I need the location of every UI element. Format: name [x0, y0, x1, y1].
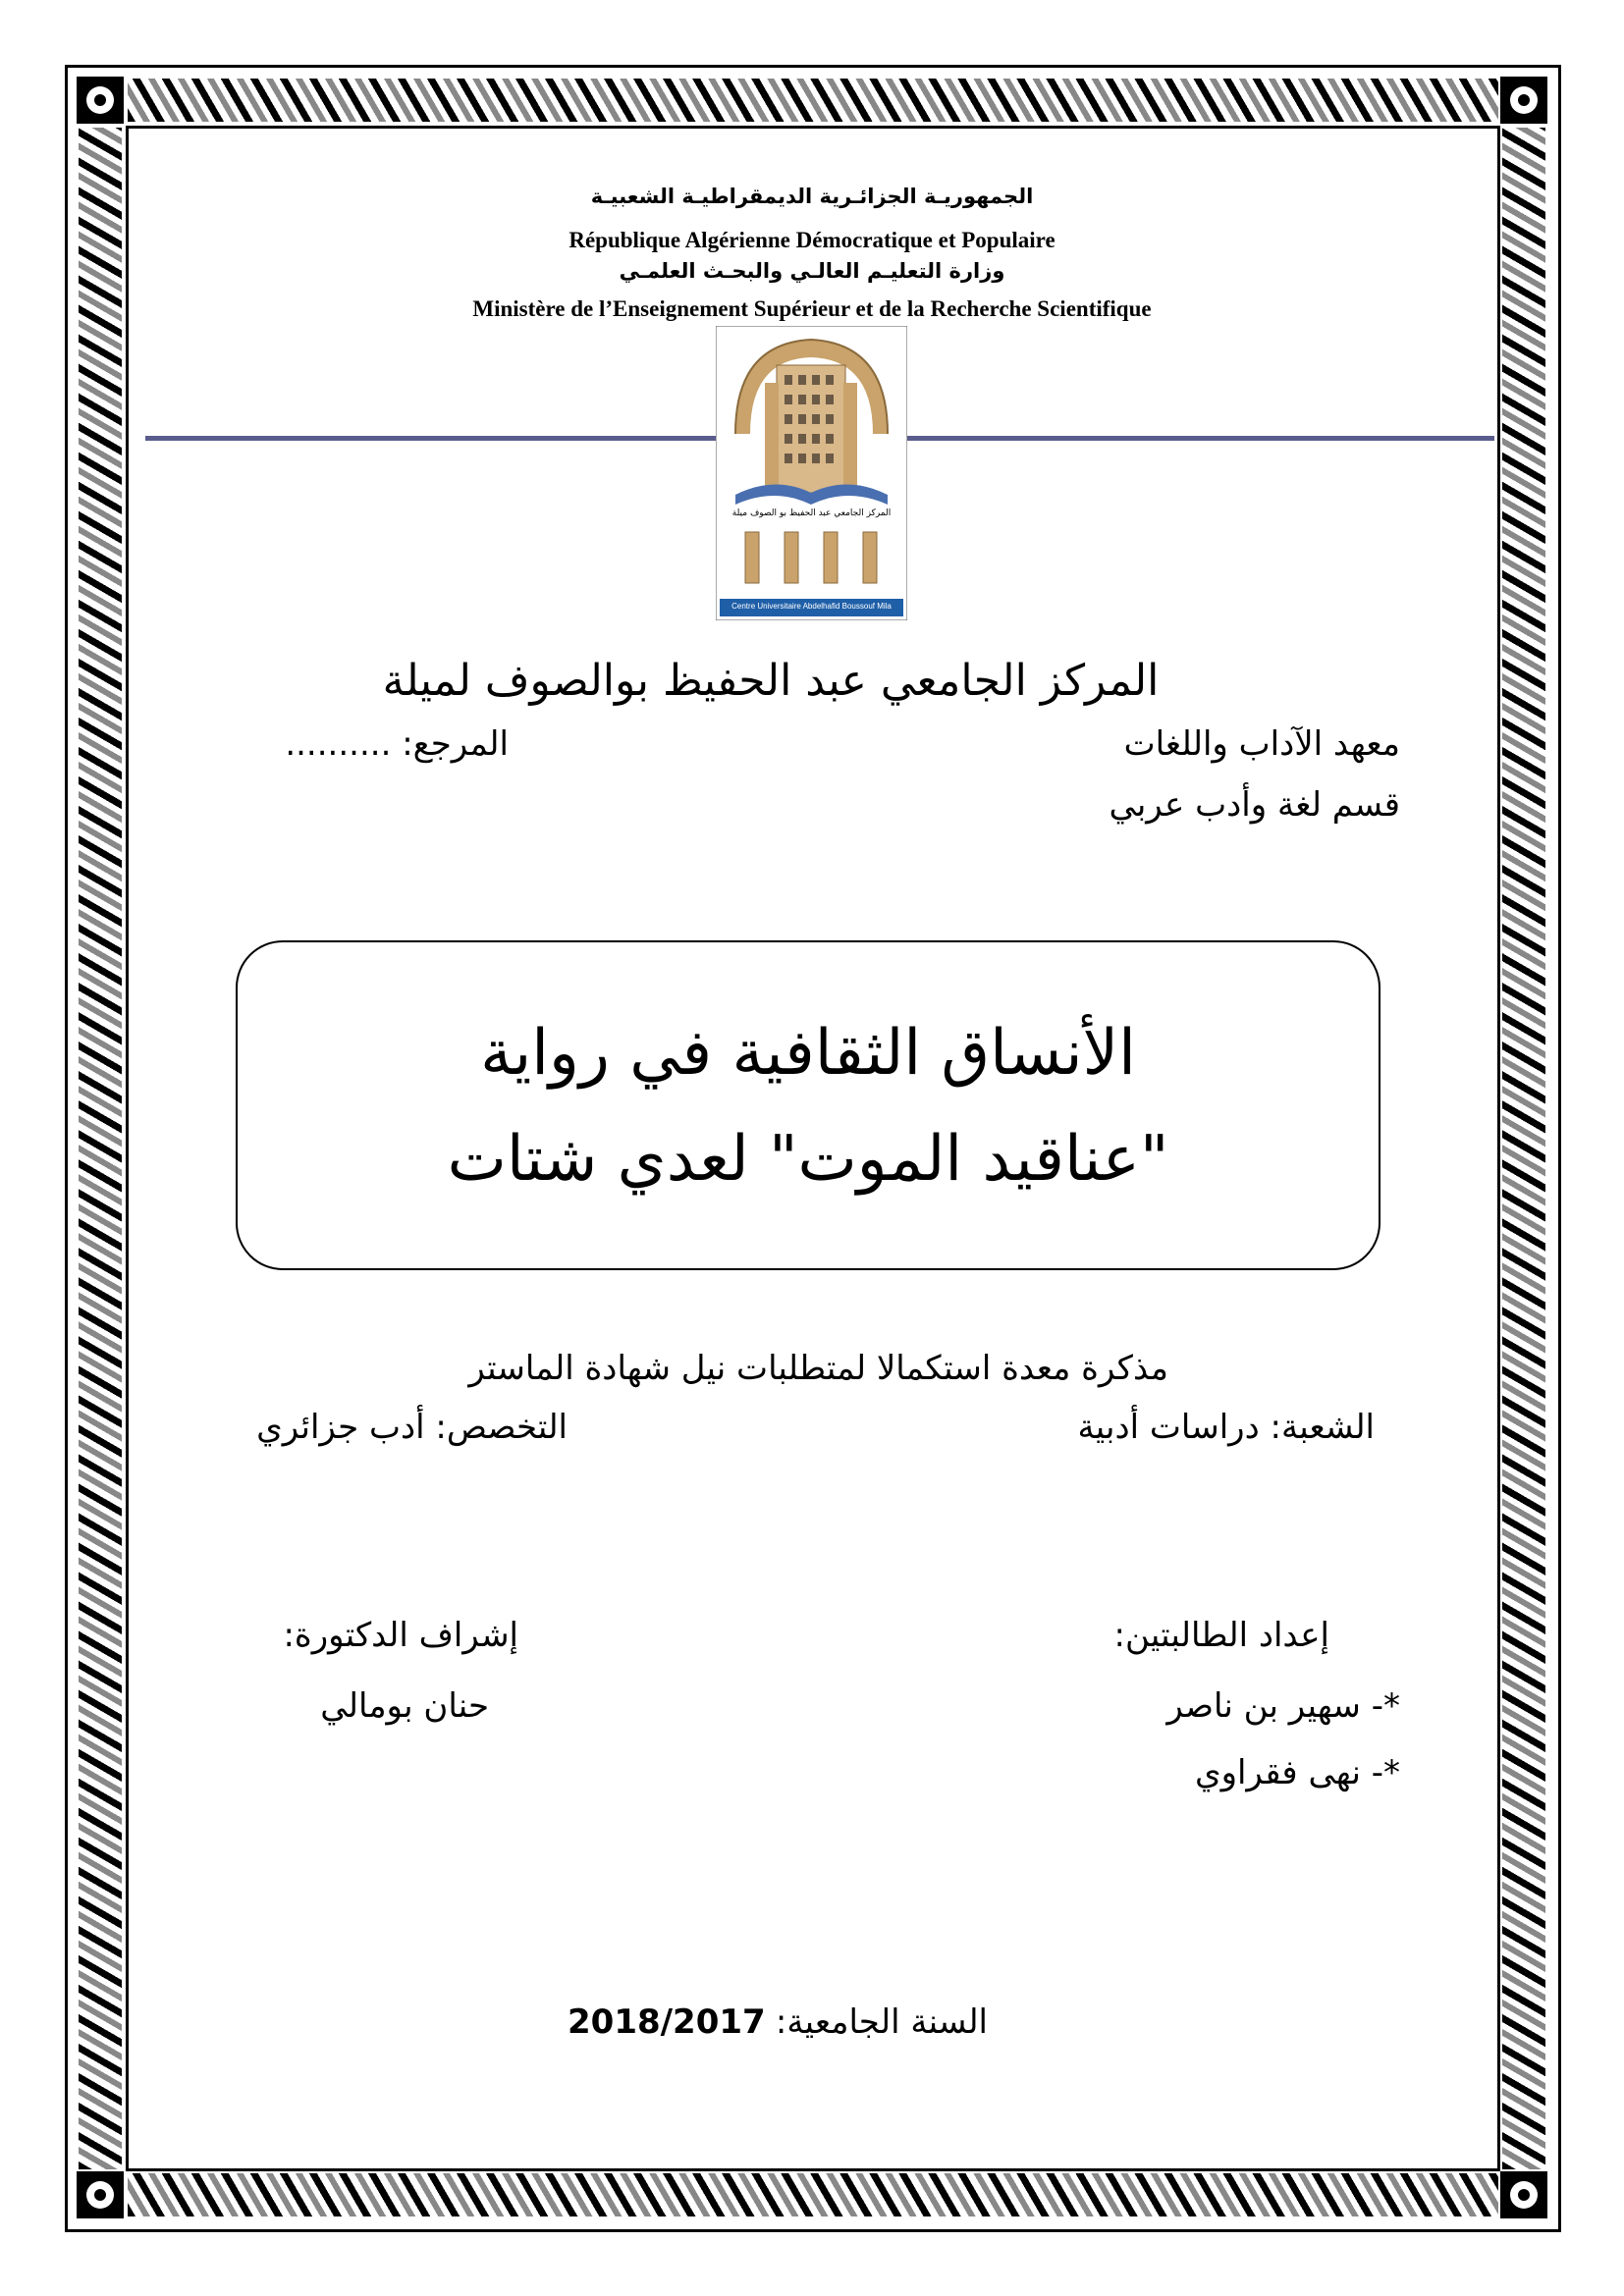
logo-arabic-caption: المركز الجامعي عبد الحفيظ بو الصوف ميلة	[731, 508, 892, 518]
student-name-1: *- سهير بن ناصر	[1166, 1686, 1400, 1726]
corner-ornament-icon	[77, 2171, 124, 2218]
branch-field: الشعبة: دراسات أدبية	[1077, 1408, 1375, 1447]
thesis-purpose: مذكرة معدة استكمالا لمتطلبات نيل شهادة الماستر	[468, 1349, 1168, 1388]
institute-name: معهد الآداب واللغات	[1123, 724, 1400, 764]
left-ornament-band	[79, 128, 122, 2169]
institution-name: المركز الجامعي عبد الحفيظ بوالصوف لميلة	[382, 656, 1160, 706]
republic-arabic: الجمهوريـة الجزائـرية الديمقراطيـة الشعبيـة	[590, 185, 1034, 208]
university-logo	[716, 326, 907, 620]
thesis-title-line-1: الأنساق الثقافية في رواية	[480, 1017, 1136, 1090]
university-logo-icon	[716, 326, 907, 620]
header-rule-right	[907, 436, 1494, 441]
supervisor-label: إشراف الدكتورة:	[283, 1616, 518, 1655]
corner-ornament-icon	[77, 77, 124, 124]
supervisor-name: حنان بومالي	[320, 1686, 489, 1726]
corner-ornament-icon	[1500, 77, 1547, 124]
thesis-title-line-2: "عناقيد الموت" لعدي شتات	[447, 1123, 1169, 1196]
specialty-field: التخصص: أدب جزائري	[256, 1408, 568, 1447]
header-rule-left	[145, 436, 717, 441]
reference-field: المرجع: ..........	[285, 724, 509, 764]
department-name: قسم لغة وأدب عربي	[1109, 785, 1400, 825]
academic-year-label: السنة الجامعية:	[775, 2002, 988, 2042]
student-name-2: *- نهى فقراوي	[1194, 1753, 1400, 1792]
thesis-title-box	[236, 940, 1380, 1270]
academic-year-value: 2018/2017	[568, 2002, 766, 2042]
ministry-arabic: وزارة التعليـم العالـي والبحـث العلمـي	[619, 259, 1005, 283]
logo-latin-caption: Centre Universitaire Abdelhafid Boussouf Mila	[731, 602, 892, 611]
bottom-ornament-band	[128, 2173, 1498, 2216]
right-ornament-band	[1502, 128, 1545, 2169]
top-ornament-band	[128, 79, 1498, 122]
corner-ornament-icon	[1500, 2171, 1547, 2218]
ministry-french: Ministère de l’Enseignement Supérieur et de la Recherche Scientifique	[472, 296, 1152, 321]
prepared-by-label: إعداد الطالبتين:	[1113, 1616, 1329, 1655]
republic-french: République Algérienne Démocratique et Populaire	[568, 228, 1056, 252]
